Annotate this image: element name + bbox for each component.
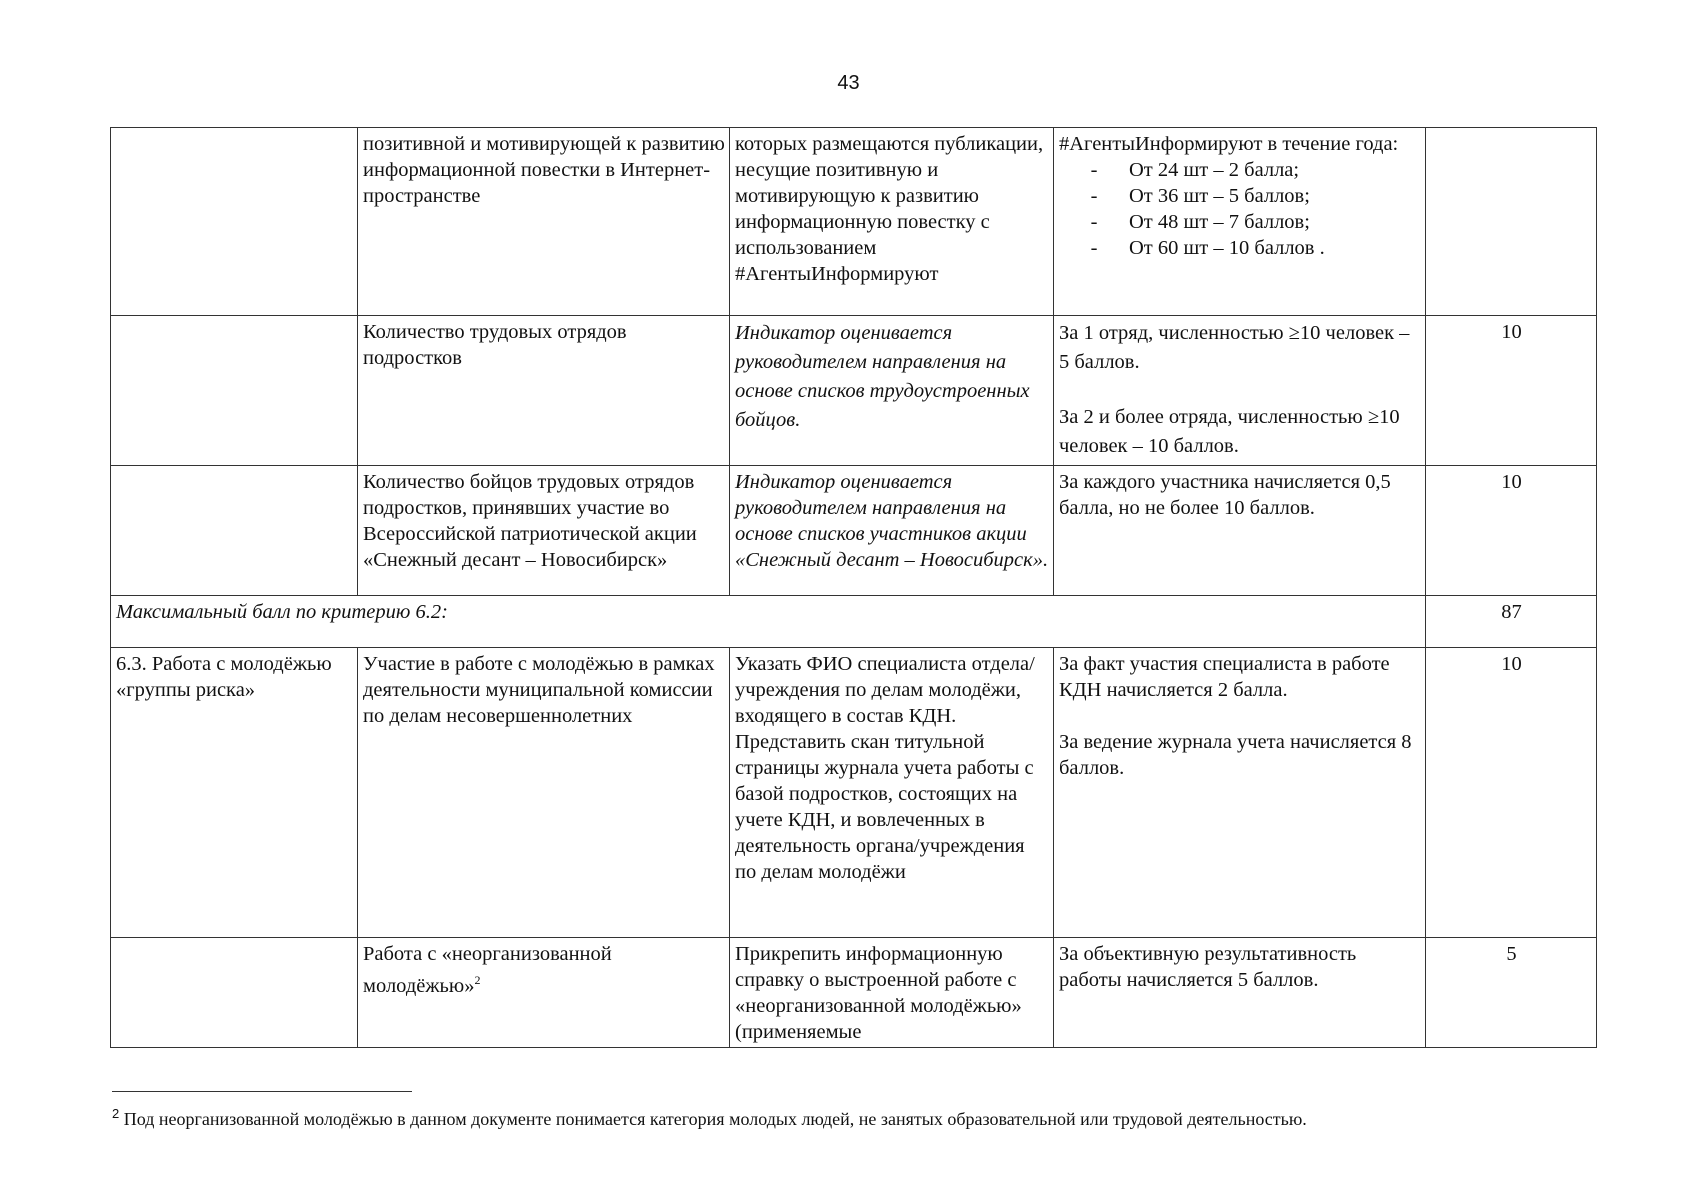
- scoring-cell: За объективную результативность работы начисляется 5 баллов.: [1054, 938, 1426, 1048]
- criterion-cell: [111, 938, 358, 1048]
- page-number: 43: [837, 72, 860, 94]
- indicator-cell: Участие в работе с молодёжью в рамках деятельности муниципальной комиссии по делам несовершеннолетних: [358, 648, 730, 938]
- scoring-cell: [1054, 648, 1426, 938]
- max-score-label: Максимальный балл по критерию 6.2:: [111, 596, 1426, 648]
- points-cell: [1426, 128, 1597, 316]
- list-item: - От 60 шт – 10 баллов .: [1090, 237, 1325, 259]
- list-item: - От 36 шт – 5 баллов;: [1090, 185, 1310, 207]
- table-row: [111, 648, 1597, 938]
- list-item: - От 48 шт – 7 баллов;: [1090, 211, 1310, 233]
- scoring-text-a: За 1 отряд, численностью ≥10 человек – 5 баллов.: [1059, 322, 1410, 373]
- criterion-cell: [111, 128, 358, 316]
- points-value: 5: [1426, 938, 1597, 1048]
- indicator-text: Работа с «неорганизованной молодёжью»: [363, 943, 612, 997]
- table-row: [111, 316, 1597, 466]
- indicator-cell: позитивной и мотивирующей к развитию информационной повестки в Интернет-пространстве: [358, 128, 730, 316]
- method-cell: Индикатор оценивается руководителем направления на основе списков трудоустроенных бойцов.: [730, 316, 1054, 466]
- indicator-cell: Количество трудовых отрядов подростков: [358, 316, 730, 466]
- scoring-text-b: За ведение журнала учета начисляется 8 баллов.: [1059, 731, 1412, 779]
- max-score-row: [111, 596, 1597, 648]
- method-text-b: Представить скан титульной страницы журнала учета работы с базой подростков, состоящих на учете КДН, и вовлеченных в деятельность органа/учреждения по делам молодёжи: [735, 731, 1034, 883]
- footnote-separator: [112, 1091, 412, 1092]
- footnote-text: Под неорганизованной молодёжью в данном документе понимается категория молодых людей, не занятых образовательной или трудовой деятельностью.: [123, 1109, 1307, 1129]
- criterion-cell: [111, 316, 358, 466]
- points-value: 10: [1426, 466, 1597, 596]
- criterion-cell: [111, 466, 358, 596]
- footnote-marker: 2: [112, 1106, 120, 1121]
- indicator-cell: Количество бойцов трудовых отрядов подростков, принявших участие во Всероссийской патриотической акции «Снежный десант – Новосибирск»: [358, 466, 730, 596]
- scoring-text-b: За 2 и более отряда, численностью ≥10 человек – 10 баллов.: [1059, 406, 1400, 457]
- scoring-list: [1059, 157, 1421, 261]
- indicator-cell: [358, 938, 730, 1048]
- points-value: 10: [1426, 316, 1597, 466]
- method-cell: [730, 648, 1054, 938]
- criteria-table: [110, 127, 1597, 1048]
- criterion-cell: 6.3. Работа с молодёжью «группы риска»: [111, 648, 358, 938]
- scoring-cell: За каждого участника начисляется 0,5 балла, но не более 10 баллов.: [1054, 466, 1426, 596]
- method-cell: Индикатор оценивается руководителем направления на основе списков участников акции «Снежный десант – Новосибирск».: [730, 466, 1054, 596]
- list-item: - От 24 шт – 2 балла;: [1090, 159, 1300, 181]
- footnote-ref[interactable]: 2: [474, 973, 481, 987]
- method-cell: Прикрепить информационную справку о выстроенной работе с «неорганизованной молодёжью» (применяемые: [730, 938, 1054, 1048]
- scoring-text-a: За факт участия специалиста в работе КДН начисляется 2 балла.: [1059, 653, 1390, 701]
- scoring-cell: [1054, 128, 1426, 316]
- table-row: [111, 938, 1597, 1048]
- footnote: [112, 1106, 1307, 1130]
- method-text-a: Указать ФИО специалиста отдела/учреждения по делам молодёжи, входящего в состав КДН.: [735, 653, 1035, 727]
- max-score-value: 87: [1426, 596, 1597, 648]
- table-row: [111, 466, 1597, 596]
- method-cell: которых размещаются публикации, несущие позитивную и мотивирующую к развитию информационную повестку с использованием #АгентыИнформируют: [730, 128, 1054, 316]
- points-value: 10: [1426, 648, 1597, 938]
- table-row: [111, 128, 1597, 316]
- scoring-cell: [1054, 316, 1426, 466]
- scoring-intro: #АгентыИнформируют в течение года:: [1059, 133, 1399, 155]
